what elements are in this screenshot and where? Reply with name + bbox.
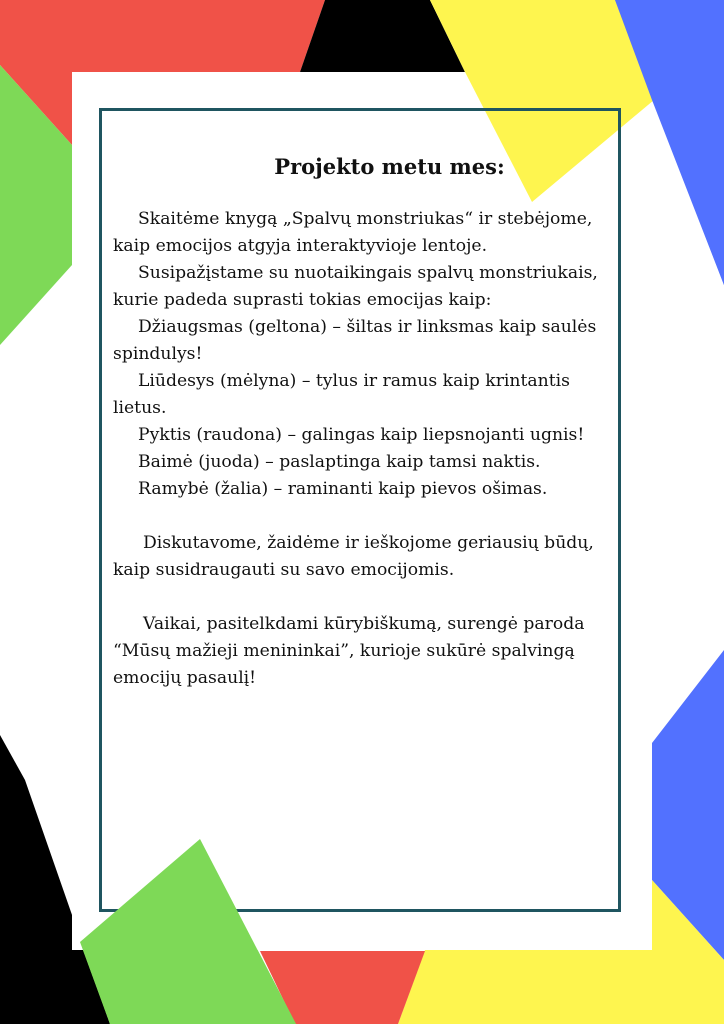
emotion-sadness: Liūdesys (mėlyna) – tylus ir ramus kaip krintantis lietus. bbox=[113, 371, 570, 418]
paragraph-discussion: Diskutavome, žaidėme ir ieškojome geriausių būdų, kaip susidraugauti su savo emocijomis. bbox=[113, 533, 594, 580]
paragraph-book: Skaitėme knygą „Spalvų monstriukas“ ir stebėjome, kaip emocijos atgyja interaktyvioje lentoje. bbox=[113, 209, 593, 256]
green-shape-bottom-overlay bbox=[80, 839, 296, 1024]
page-title: Projekto metu mes: bbox=[274, 154, 505, 179]
document-content bbox=[113, 150, 618, 692]
emotion-calm: Ramybė (žalia) – raminanti kaip pievos ošimas. bbox=[138, 479, 548, 499]
spacer bbox=[113, 584, 618, 611]
spacer bbox=[113, 503, 618, 530]
document-body bbox=[113, 206, 618, 692]
paragraph-monsters: Susipažįstame su nuotaikingais spalvų monstriukais, kurie padeda suprasti tokias emocijas kaip: bbox=[113, 263, 598, 310]
paragraph-exhibition: Vaikai, pasitelkdami kūrybiškumą, surengė paroda “Mūsų mažieji menininkai”, kurioje sukūrė spalvingą emocijų pasaulį! bbox=[113, 614, 585, 688]
emotion-joy: Džiaugsmas (geltona) – šiltas ir linksmas kaip saulės spindulys! bbox=[113, 317, 597, 364]
emotion-fear: Baimė (juoda) – paslaptinga kaip tamsi naktis. bbox=[138, 452, 541, 472]
emotion-anger: Pyktis (raudona) – galingas kaip liepsnojanti ugnis! bbox=[138, 425, 585, 445]
